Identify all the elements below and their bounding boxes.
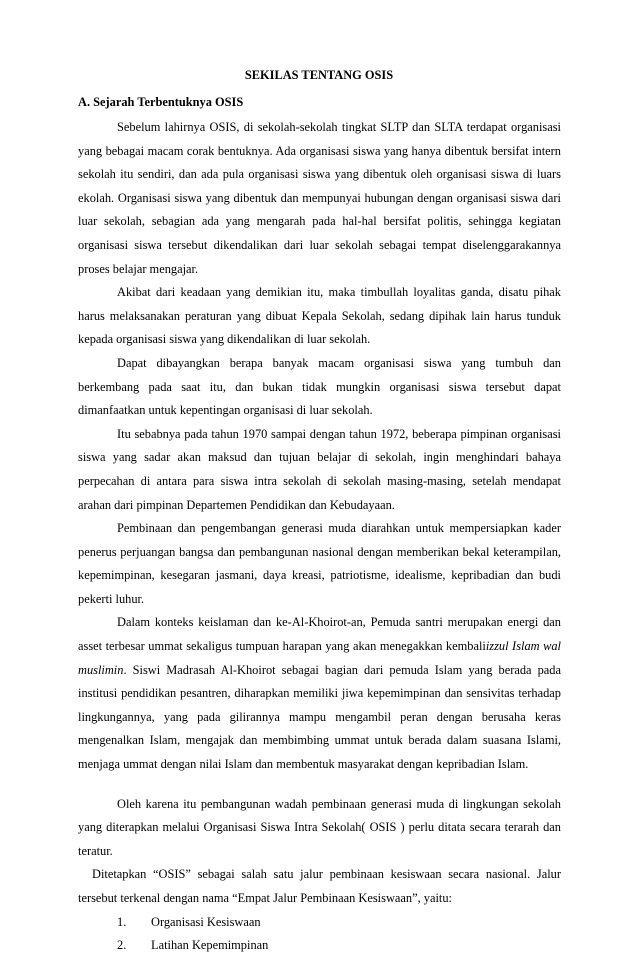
list-number: 2. — [117, 938, 127, 953]
paragraph — [78, 611, 561, 776]
list-item — [78, 934, 561, 958]
list-label: Organisasi Kesiswaan — [151, 914, 261, 929]
list-label: Latihan Kepemimpinan — [151, 938, 269, 953]
paragraph: Dapat dibayangkan berapa banyak macam organisasi siswa yang tumbuh dan berkembang pada saat itu, dan bukan tidak mungkin organisasi siswa tersebut dapat dimanfaatkan untuk kepentingan organisasi di luar sekolah. — [78, 355, 561, 418]
list-number: 1. — [117, 914, 127, 929]
paragraph: Sebelum lahirnya OSIS, di sekolah-sekolah tingkat SLTP dan SLTA terdapat organisasi yang bebagai macam corak bentuknya. Ada organisasi siswa yang hanya dibentuk bersifat intern sekolah itu sendiri, dan ada pula organisasi siswa yang dibentuk oleh organisasi siswa di luars ekolah. Organisasi siswa yang dibentuk dan mempunyai hubungan dengan organisasi siswa dari luar sekolah, sebagian ada yang mengarah pada hal-hal bersifat politis, sehingga kegiatan organisasi siswa tersebut dikendalikan dari luar sekolah sebagai tempat diselenggarakannya proses belajar mengajar. — [78, 120, 561, 276]
italic-phrase: izzul Islam wal muslimin — [78, 639, 561, 677]
paragraph: Itu sebabnya pada tahun 1970 sampai dengan tahun 1972, beberapa pimpinan organisasi siswa yang sadar akan maksud dan tujuan belajar di sekolah, ingin menghindari bahaya perpecahan di antara para siswa intra sekolah di sekolah masing-masing, setelah mendapat arahan dari pimpinan Departemen Pendidikan dan Kebudayaan. — [78, 426, 561, 512]
document-body — [78, 116, 561, 958]
section-heading: A. Sejarah Terbentuknya OSIS — [78, 95, 244, 109]
paragraph: Oleh karena itu pembangunan wadah pembinaan generasi muda di lingkungan sekolah yang diterapkan melalui Organisasi Siswa Intra Sekolah( OSIS ) perlu ditata secara terarah dan teratur. — [78, 796, 561, 858]
numbered-list — [78, 911, 561, 958]
paragraph-text: . Siswi Madrasah Al-Khoirot sebagai bagian dari pemuda Islam yang berada pada institusi pendidikan pesantren, diharapkan memiliki jiwa kepemimpinan dan sensivitas terhadap lingkungannya, yang pada gilirannya mampu mengambil peran dengan berusaha keras mengenalkan Islam, mengajak dan membimbing ummat untuk berada dalam suasana Islami, menjaga ummat dengan nilai Islam dan membentuk masyarakat dengan kepribadian Islam. — [78, 662, 561, 772]
paragraph-text: Dalam konteks keislaman dan ke-Al-Khoirot-an, Pemuda santri merupakan energi dan asset terbesar ummat sekaligus tumpuan harapan yang akan menegakkan kembali — [78, 615, 561, 654]
paragraph: Pembinaan dan pengembangan generasi muda diarahkan untuk mempersiapkan kader penerus perjuangan bangsa dan pembangunan nasional dengan memberikan bekal keterampilan, kepemimpinan, kesegaran jasmani, daya kreasi, patriotisme, idealisme, kepribadian dan budi pekerti luhur. — [78, 521, 561, 606]
paragraph: Akibat dari keadaan yang demikian itu, maka timbullah loyalitas ganda, disatu pihak harus melaksanakan peraturan yang dibuat Kepala Sekolah, sedang dipihak lain harus tunduk kepada organisasi siswa yang dikendalikan di luar sekolah. — [78, 285, 561, 347]
document-title: SEKILAS TENTANG OSIS — [244, 68, 394, 82]
paragraph: Ditetapkan “OSIS” sebagai salah satu jalur pembinaan kesiswaan secara nasional. Jalur tersebut terkenal dengan nama “Empat Jalur Pembinaan Kesiswaan”, yaitu: — [78, 867, 561, 905]
list-item — [78, 911, 561, 935]
